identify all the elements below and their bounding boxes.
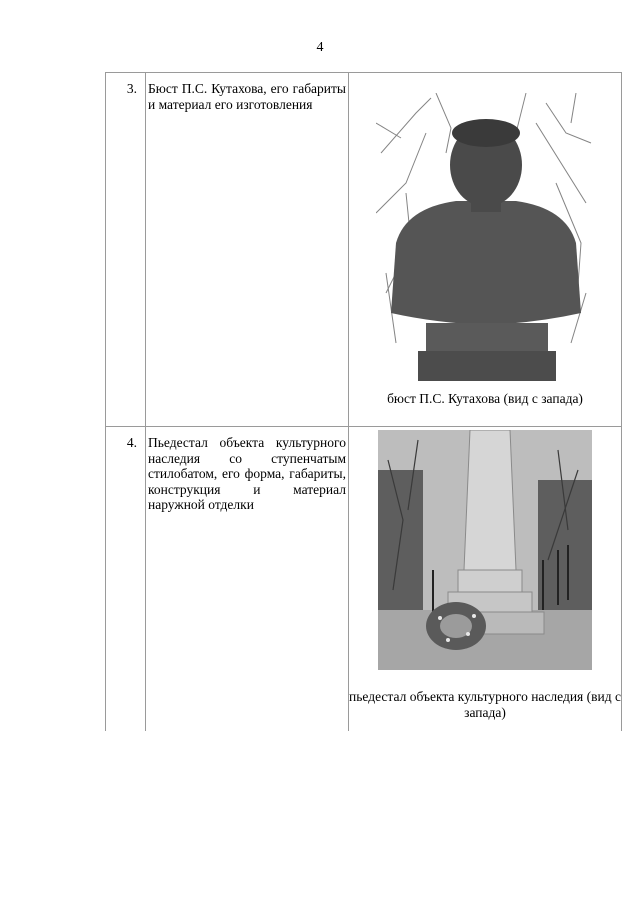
photo-cell (349, 73, 622, 427)
row-description (146, 427, 349, 732)
table-row (106, 427, 622, 732)
row-description-text: Бюст П.С. Кутахова, его габариты и материал его изготовления (148, 81, 346, 112)
row-number: 3. (106, 73, 146, 427)
heritage-table (105, 72, 622, 731)
bust-photo (376, 93, 594, 383)
photo-cell (349, 427, 622, 732)
row-description (146, 73, 349, 427)
photo-caption: пьедестал объекта культурного наследия (вид с запада) (349, 689, 621, 720)
pedestal-photo (378, 430, 592, 670)
table-row (106, 73, 622, 427)
photo-caption: бюст П.С. Кутахова (вид с запада) (387, 391, 583, 406)
page-number: 4 (316, 40, 324, 55)
row-description-text: Пьедестал объекта культурного наследия со ступенчатым стилобатом, его форма, габариты, конструкция и материал наружной отделки (148, 435, 346, 512)
row-number: 4. (106, 427, 146, 732)
